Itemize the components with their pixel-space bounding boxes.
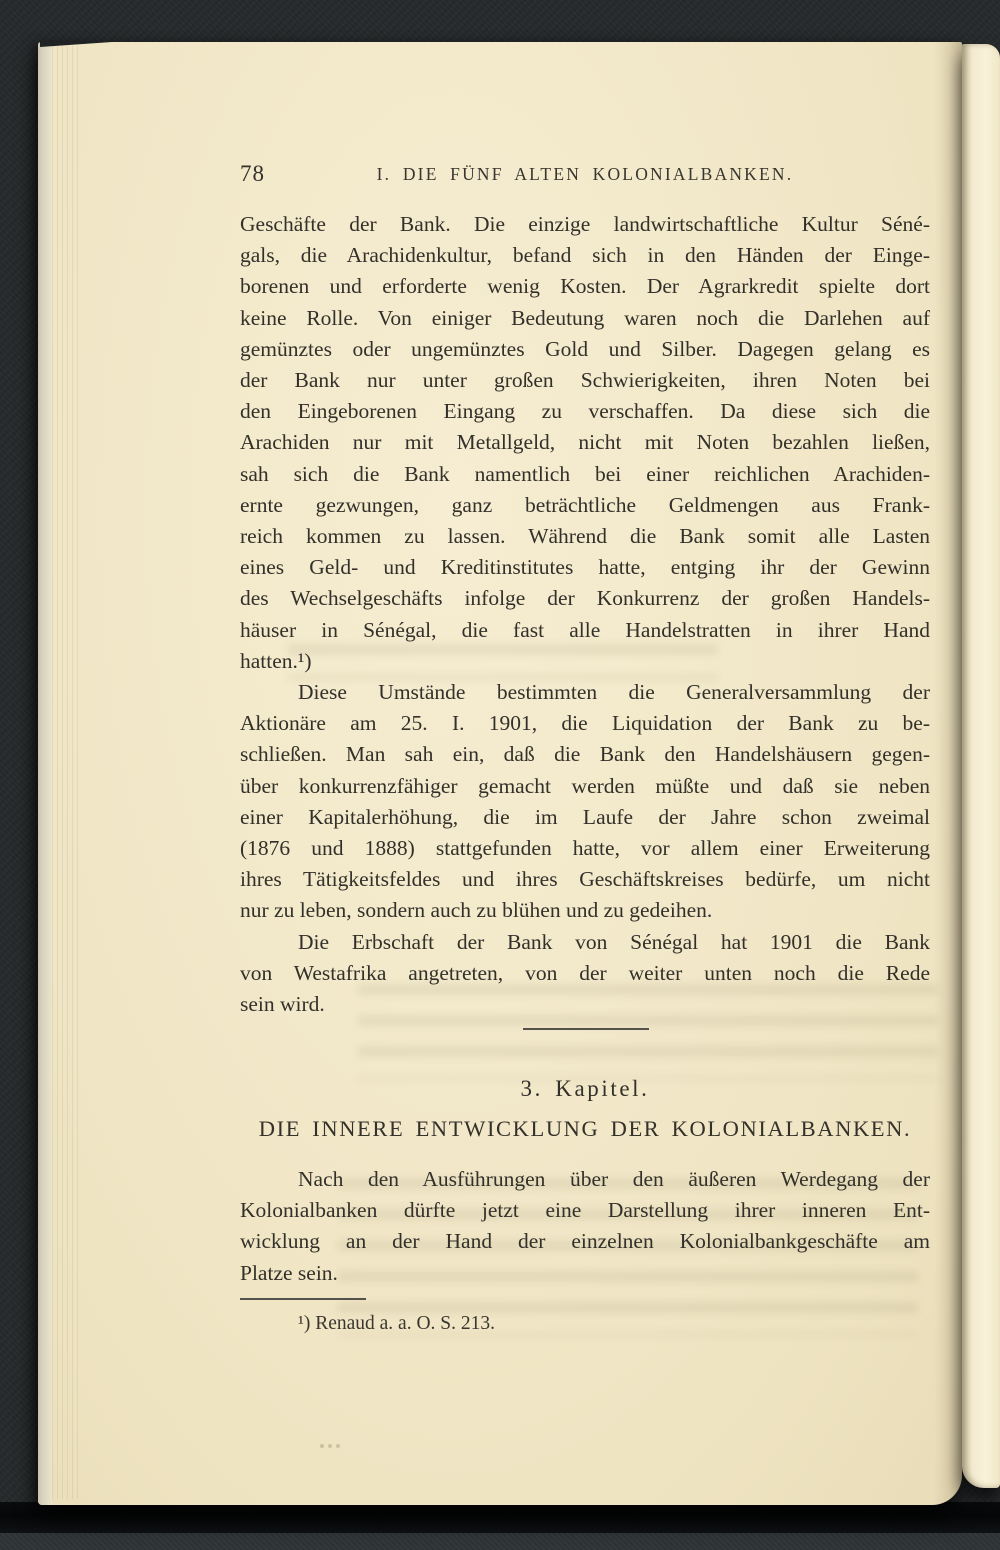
text-line: Diese Umstände bestimmten die Generalversammlung der [298, 680, 930, 705]
paragraph [240, 927, 930, 1021]
text-line: nur zu leben, sondern auch zu blühen und zu gedeihen. [240, 898, 713, 923]
text-line: von Westafrika angetreten, von der weiter unten noch die Rede [240, 960, 930, 985]
text-line: Nach den Ausführungen über den äußeren Werdegang der [298, 1167, 930, 1191]
text-line: der Bank nur unter großen Schwierigkeiten, ihren Noten bei [240, 368, 930, 393]
text-line: des Wechselgeschäfts infolge der Konkurrenz der großen Handels- [240, 586, 930, 611]
chapter-kicker: 3. Kapitel. [520, 1076, 650, 1101]
body-text [240, 209, 930, 1020]
footnote-rule [240, 1298, 366, 1300]
paragraph [240, 209, 930, 677]
paragraph [240, 1164, 930, 1289]
text-line: sein wird. [240, 992, 325, 1017]
text-line: den Eingeborenen Eingang zu verschaffen. Da diese sich die [240, 399, 930, 424]
text-line: keine Rolle. Von einiger Bedeutung waren noch die Darlehen auf [240, 305, 930, 330]
facing-page-edge [962, 44, 1000, 1488]
text-line: schließen. Man sah ein, daß die Bank den Handelshäusern gegen- [240, 742, 930, 767]
text-line: einer Kapitalerhöhung, die im Laufe der Jahre schon zweimal [240, 804, 930, 829]
text-line: reich kommen zu lassen. Während die Bank somit alle Lasten [240, 524, 930, 549]
text-line: ihres Tätigkeitsfeldes und ihres Geschäftskreises bedürfe, um nicht [240, 867, 930, 892]
stray-mark [320, 1444, 324, 1448]
text-line: Die Erbschaft der Bank von Sénégal hat 1901 die Bank [298, 929, 930, 954]
section-divider-rule [523, 1028, 649, 1030]
text-line: wicklung an der Hand der einzelnen Kolonialbankgeschäfte am [240, 1229, 930, 1254]
paragraph [240, 677, 930, 927]
text-line: gemünztes oder ungemünztes Gold und Silber. Dagegen gelang es [240, 336, 930, 361]
page-header [240, 160, 930, 190]
text-line: häuser in Sénégal, die fast alle Handelstratten in ihrer Hand [240, 617, 930, 642]
page-number: 78 [240, 161, 265, 186]
text-line: gals, die Arachidenkultur, befand sich in den Händen der Einge- [240, 243, 930, 268]
text-line: ernte gezwungen, ganz beträchtliche Geldmengen aus Frank- [240, 492, 930, 517]
text-line: (1876 und 1888) stattgefunden hatte, vor allem einer Erweiterung [240, 836, 930, 861]
text-line: über konkurrenzfähiger gemacht werden müßte und daß sie neben [240, 773, 930, 798]
book-bottom-shadow [0, 1502, 1000, 1536]
book-page [38, 42, 962, 1505]
chapter-title: DIE INNERE ENTWICKLUNG DER KOLONIALBANKEN. [258, 1116, 912, 1141]
scanner-tray [0, 1533, 1000, 1550]
text-line: sah sich die Bank namentlich bei einer reichlichen Arachiden- [240, 461, 930, 486]
text-line: Arachiden nur mit Metallgeld, nicht mit Noten bezahlen ließen, [240, 430, 930, 455]
text-line: borenen und erforderte wenig Kosten. Der Agrarkredit spielte dort [240, 274, 930, 299]
text-line: Aktionäre am 25. I. 1901, die Liquidation der Bank zu be- [240, 711, 930, 736]
text-line: Kolonialbanken dürfte jetzt eine Darstellung ihrer inneren Ent- [240, 1198, 930, 1223]
footnote: ¹) Renaud a. a. O. S. 213. [298, 1313, 496, 1334]
text-line: Geschäfte der Bank. Die einzige landwirtschaftliche Kultur Séné- [240, 212, 930, 236]
running-header: I. DIE FÜNF ALTEN KOLONIALBANKEN. [376, 164, 794, 184]
text-line: eines Geld- und Kreditinstitutes hatte, entging ihr der Gewinn [240, 555, 930, 580]
printed-content [38, 42, 962, 1505]
text-line: hatten.¹) [240, 648, 312, 673]
text-line: Platze sein. [240, 1260, 338, 1285]
